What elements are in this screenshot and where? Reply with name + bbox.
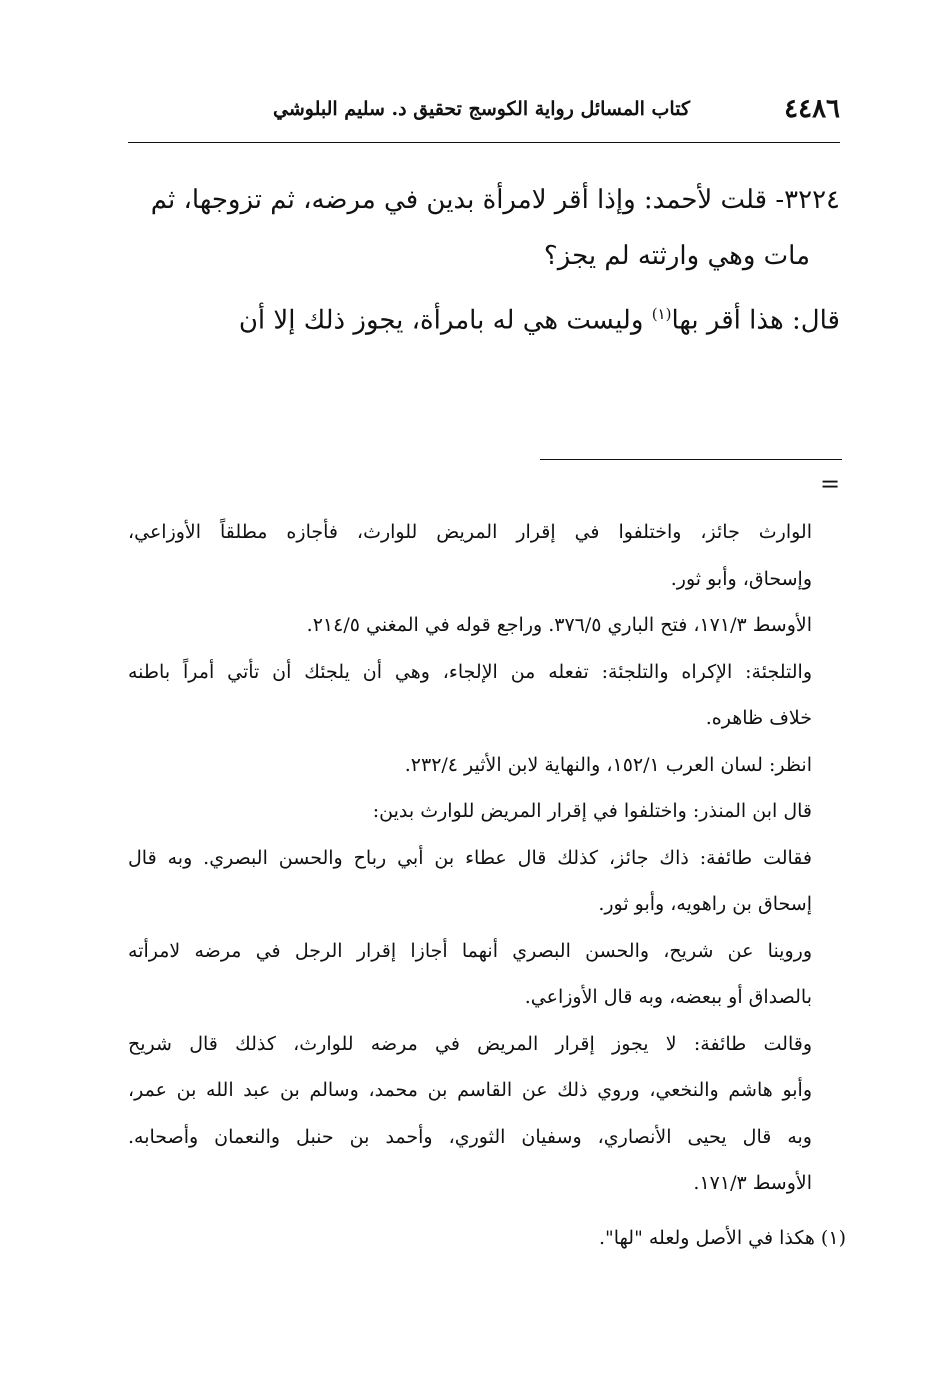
page-header [128, 92, 840, 132]
footnote-continuation-mark: = [820, 470, 841, 498]
answer-text-start: قال: هذا أقر بها [671, 305, 840, 336]
page-number: ٤٤٨٦ [784, 94, 840, 124]
question-line-2: مات وهي وارثته لم يجز؟ [543, 241, 810, 271]
footnote-line: فقالت طائفة: ذاك جائز، كذلك قال عطاء بن أبي رباح والحسن البصري. وبه قال [128, 846, 812, 869]
running-title: كتاب المسائل رواية الكوسج تحقيق د. سليم البلوشي [273, 98, 690, 120]
footnote-line: وإسحاق، وأبو ثور. [670, 567, 812, 590]
question-line-1: ٣٢٢٤- قلت لأحمد: وإذا أقر لامرأة بدين في مرضه، ثم تزوجها، ثم [150, 185, 840, 215]
footnote-1: (١) هكذا في الأصل ولعله "لها". [598, 1227, 846, 1249]
footnote-line: إسحاق بن راهويه، وأبو ثور. [598, 893, 812, 915]
footnote-line: الأوسط ١٧١/٣، فتح الباري ٣٧٦/٥. وراجع قوله في المغني ٢١٤/٥. [306, 614, 812, 636]
footnote-line: الوارث جائز، واختلفوا في إقرار المريض للوارث، فأجازه مطلقاً الأوزاعي، [128, 521, 812, 543]
answer-text-end: وليست هي له بامرأة، يجوز ذلك إلا أن [238, 305, 652, 336]
footnote-line: الأوسط ١٧١/٣. [693, 1172, 812, 1194]
footnote-line: والتلجئة: الإكراه والتلجئة: تفعله من الإلجاء، وهي أن يلجئك أن تأتي أمراً باطنه [128, 660, 812, 683]
footnotes-block [128, 512, 812, 1210]
answer-line [128, 290, 840, 340]
footnote-separator [540, 459, 842, 460]
footnote-line: خلاف ظاهره. [705, 707, 812, 729]
header-rule [128, 142, 840, 143]
footnote-reference: (١) [651, 305, 672, 323]
footnote-line: بالصداق أو ببعضه، وبه قال الأوزاعي. [524, 986, 812, 1008]
footnote-line: وأبو هاشم والنخعي، وروي ذلك عن القاسم بن محمد، وسالم بن عبد الله بن عمر، [128, 1079, 812, 1101]
footnote-line: وقالت طائفة: لا يجوز إقرار المريض في مرضه للوارث، كذلك قال شريح [128, 1032, 812, 1055]
footnote-line: وبه قال يحيى الأنصاري، وسفيان الثوري، وأحمد بن حنبل والنعمان وأصحابه. [128, 1125, 812, 1148]
footnote-line: قال ابن المنذر: واختلفوا في إقرار المريض للوارث بدين: [372, 800, 812, 822]
main-text [128, 176, 840, 340]
footnote-line: انظر: لسان العرب ١٥٢/١، والنهاية لابن الأثير ٢٣٢/٤. [404, 753, 812, 776]
footnote-line: وروينا عن شريح، والحسن البصري أنهما أجازا إقرار الرجل في مرضه لامرأته [128, 939, 812, 962]
